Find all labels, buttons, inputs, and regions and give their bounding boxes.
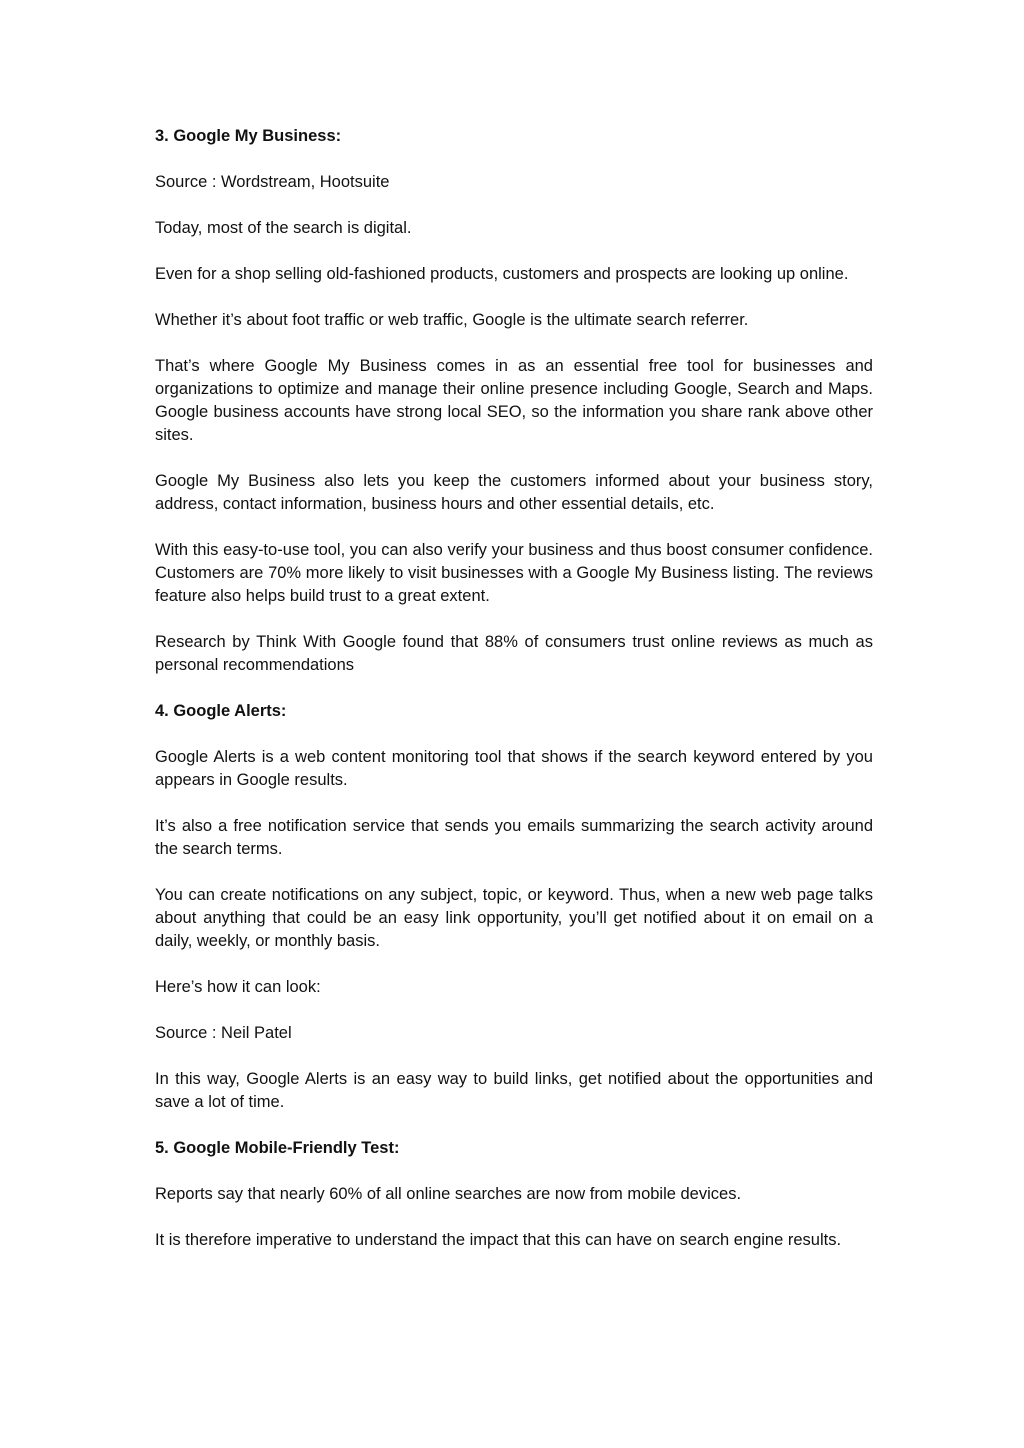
body-paragraph: Here’s how it can look: <box>155 978 321 996</box>
section-heading-mobile-friendly-test: 5. Google Mobile-Friendly Test: <box>155 1139 400 1157</box>
source-line: Source : Wordstream, Hootsuite <box>155 173 390 191</box>
body-paragraph: Whether it’s about foot traffic or web traffic, Google is the ultimate search referrer. <box>155 311 749 329</box>
body-paragraph: Even for a shop selling old-fashioned products, customers and prospects are looking up online. <box>155 265 849 283</box>
body-paragraph: That’s where Google My Business comes in as an essential free tool for businesses and organizations to optimize and manage their online presence including Google, Search and Maps. Google business accounts have strong local SEO, so the information you share rank above other sites. <box>155 357 873 444</box>
body-paragraph: You can create notifications on any subject, topic, or keyword. Thus, when a new web page talks about anything that could be an easy link opportunity, you’ll get notified about it on email on a daily, weekly, or monthly basis. <box>155 886 873 950</box>
section-heading-google-my-business: 3. Google My Business: <box>155 127 342 145</box>
body-paragraph: Today, most of the search is digital. <box>155 219 412 237</box>
body-paragraph: With this easy-to-use tool, you can also verify your business and thus boost consumer confidence. Customers are 70% more likely to visit businesses with a Google My Business listing. The reviews feature also helps build trust to a great extent. <box>155 541 873 605</box>
body-paragraph: Google Alerts is a web content monitoring tool that shows if the search keyword entered by you appears in Google results. <box>155 748 873 789</box>
body-paragraph: It is therefore imperative to understand the impact that this can have on search engine results. <box>155 1231 842 1249</box>
body-paragraph: Research by Think With Google found that 88% of consumers trust online reviews as much as personal recommendations <box>155 633 873 674</box>
section-heading-google-alerts: 4. Google Alerts: <box>155 702 287 720</box>
document-body <box>155 125 873 1275</box>
body-paragraph: In this way, Google Alerts is an easy way to build links, get notified about the opportunities and save a lot of time. <box>155 1070 873 1111</box>
body-paragraph: It’s also a free notification service that sends you emails summarizing the search activity around the search terms. <box>155 817 873 858</box>
source-line: Source : Neil Patel <box>155 1024 292 1042</box>
body-paragraph: Reports say that nearly 60% of all online searches are now from mobile devices. <box>155 1185 742 1203</box>
body-paragraph: Google My Business also lets you keep the customers informed about your business story, address, contact information, business hours and other essential details, etc. <box>155 472 873 513</box>
